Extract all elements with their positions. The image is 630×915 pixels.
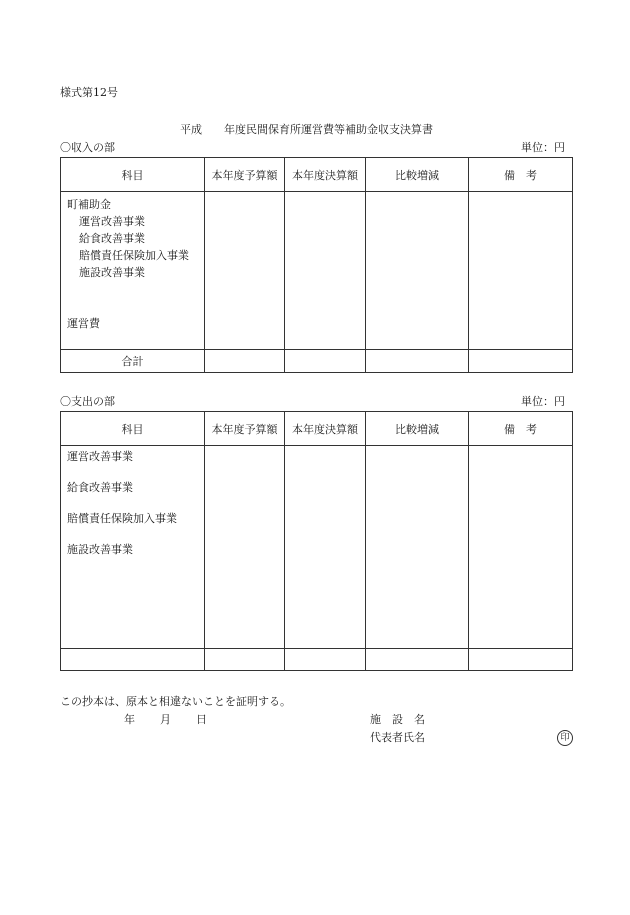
expense-total-cell xyxy=(61,649,205,671)
expense-header-row xyxy=(61,412,573,446)
income-header-row xyxy=(61,158,573,192)
expense-table xyxy=(60,411,573,671)
header-remarks: 備 考 xyxy=(469,412,573,446)
income-item: 施設改善事業 xyxy=(79,266,145,279)
income-subject-cell xyxy=(61,192,205,350)
form-number: 様式第12号 xyxy=(60,86,118,99)
document-title: 平成 年度民間保育所運営費等補助金収支決算書 xyxy=(180,123,433,136)
income-section-label: 〇収入の部 xyxy=(60,141,115,154)
header-budget: 本年度予算額 xyxy=(205,412,285,446)
expense-item: 施設改善事業 xyxy=(67,543,133,556)
header-budget: 本年度予算額 xyxy=(205,158,285,192)
expense-total-budget-cell xyxy=(205,649,285,671)
header-subject: 科目 xyxy=(61,412,205,446)
expense-budget-cell xyxy=(205,446,285,649)
expense-unit-label: 単位：円 xyxy=(521,395,565,408)
header-settlement: 本年度決算額 xyxy=(285,158,366,192)
header-difference: 比較増減 xyxy=(366,158,469,192)
facility-name-label: 施 設 名 xyxy=(370,713,425,726)
income-item: 給食改善事業 xyxy=(79,232,145,245)
income-unit-label: 単位：円 xyxy=(521,141,565,154)
income-difference-cell xyxy=(366,192,469,350)
total-settlement-cell xyxy=(285,350,366,373)
header-settlement: 本年度決算額 xyxy=(285,412,366,446)
date-day-label: 日 xyxy=(196,713,207,726)
expense-section-label: 〇支出の部 xyxy=(60,395,115,408)
certification-statement: この抄本は、原本と相違ないことを証明する。 xyxy=(60,695,291,708)
total-difference-cell xyxy=(366,350,469,373)
income-total-label: 合計 xyxy=(61,350,205,373)
expense-item: 給食改善事業 xyxy=(67,481,133,494)
expense-difference-cell xyxy=(366,446,469,649)
income-budget-cell xyxy=(205,192,285,350)
expense-item: 賠償責任保険加入事業 xyxy=(67,512,177,525)
income-table xyxy=(60,157,573,373)
income-item: 運営改善事業 xyxy=(79,215,145,228)
expense-total-difference-cell xyxy=(366,649,469,671)
town-subsidy-label: 町補助金 xyxy=(67,198,111,211)
expense-total-settlement-cell xyxy=(285,649,366,671)
income-total-row xyxy=(61,350,573,373)
income-remarks-cell xyxy=(469,192,573,350)
expense-settlement-cell xyxy=(285,446,366,649)
header-subject: 科目 xyxy=(61,158,205,192)
total-remarks-cell xyxy=(469,350,573,373)
income-item: 賠償責任保険加入事業 xyxy=(79,249,189,262)
income-body-row xyxy=(61,192,573,350)
expense-remarks-cell xyxy=(469,446,573,649)
date-year-label: 年 xyxy=(124,713,135,726)
income-settlement-cell xyxy=(285,192,366,350)
representative-name-label: 代表者氏名 xyxy=(370,731,425,744)
date-month-label: 月 xyxy=(160,713,171,726)
expense-body-row xyxy=(61,446,573,649)
operating-cost-label: 運営費 xyxy=(67,317,100,330)
expense-total-row xyxy=(61,649,573,671)
total-budget-cell xyxy=(205,350,285,373)
expense-subject-cell xyxy=(61,446,205,649)
seal-mark: 印 xyxy=(557,730,573,746)
expense-item: 運営改善事業 xyxy=(67,450,133,463)
header-remarks: 備 考 xyxy=(469,158,573,192)
header-difference: 比較増減 xyxy=(366,412,469,446)
expense-total-remarks-cell xyxy=(469,649,573,671)
